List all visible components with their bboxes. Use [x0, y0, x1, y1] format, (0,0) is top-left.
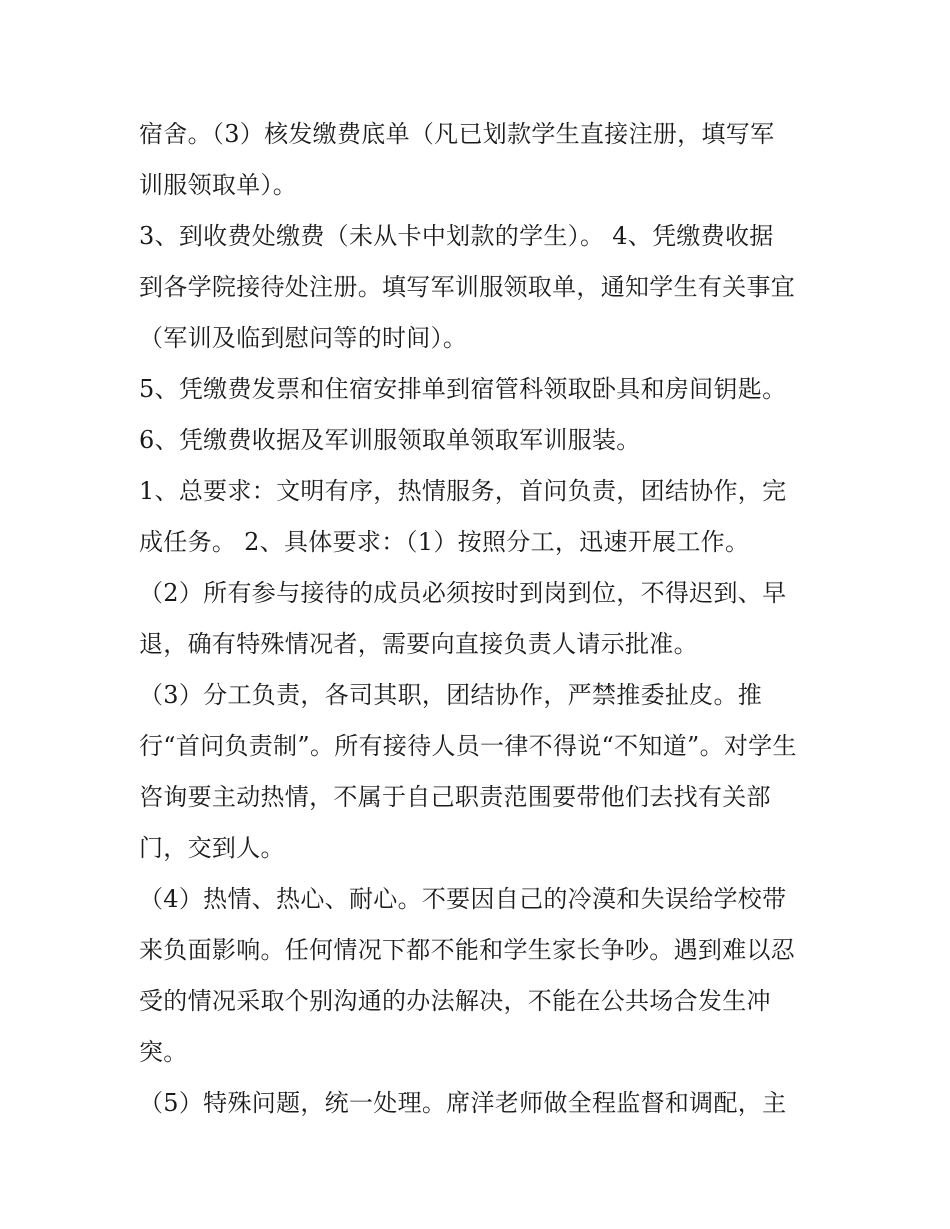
text-line: 受的情况采取个别沟通的办法解决，不能在公共场合发生冲: [139, 987, 771, 1015]
text-line: （3）分工负责，各司其职，团结协作，严禁推委扯皮。推: [139, 681, 763, 709]
text-line: 宿舍。（3）核发缴费底单（凡已划款学生直接注册，填写军: [139, 120, 775, 148]
text-line: 1、总要求：文明有序，热情服务，首问负责，团结协作，完: [139, 477, 787, 505]
text-line: 3、到收费处缴费（未从卡中划款的学生）。 4、凭缴费收据: [139, 222, 774, 250]
text-line: 门，交到人。: [139, 834, 285, 862]
document-body: [139, 109, 819, 1129]
text-line: 来负面影响。任何情况下都不能和学生家长争吵。遇到难以忍: [139, 936, 796, 964]
text-line: 6、凭缴费收据及军训服领取单领取军训服装。: [139, 426, 641, 454]
text-line: 咨询要主动热情，不属于自己职责范围要带他们去找有关部: [139, 783, 771, 811]
text-line: 训服领取单）。: [139, 171, 298, 199]
text-line: （4）热情、热心、耐心。不要因自己的冷漠和失误给学校带: [139, 885, 787, 913]
text-line: （5）特殊问题，统一处理。席洋老师做全程监督和调配，主: [139, 1089, 787, 1117]
text-line: （2）所有参与接待的成员必须按时到岗到位，不得迟到、早: [139, 579, 787, 607]
text-line: 退，确有特殊情况者，需要向直接负责人请示批准。: [139, 630, 698, 658]
text-line: 突。: [139, 1038, 188, 1066]
text-line: 5、凭缴费发票和住宿安排单到宿管科领取卧具和房间钥匙。: [139, 375, 787, 403]
text-line: （军训及临到慰问等的时间）。: [139, 324, 468, 352]
text-line: 到各学院接待处注册。填写军训服领取单，通知学生有关事宜: [139, 273, 796, 301]
text-line: 成任务。 2、具体要求：（1）按照分工，迅速开展工作。: [139, 528, 750, 556]
text-line: 行“首问负责制”。所有接待人员一律不得说“不知道”。对学生: [139, 732, 797, 760]
